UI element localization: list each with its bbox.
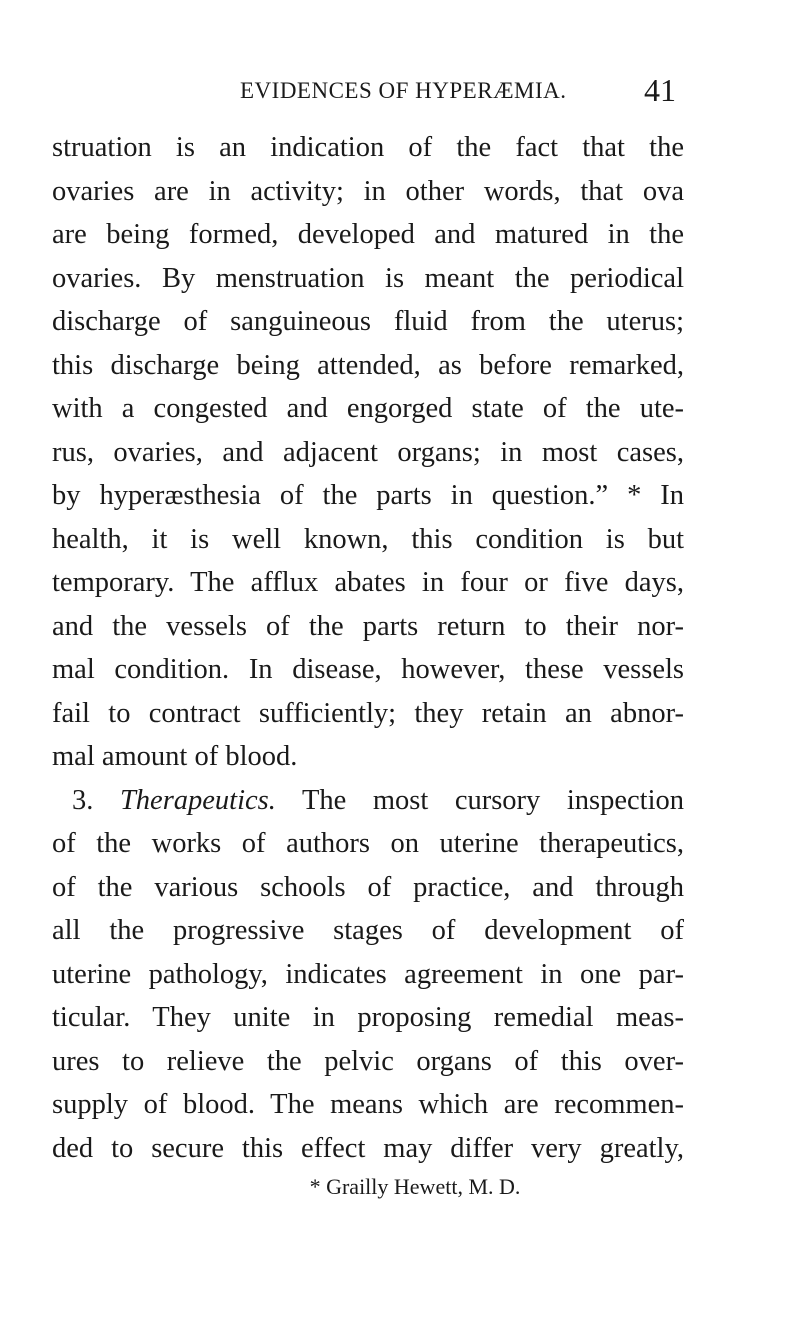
text-line: rus, ovaries, and adjacent organs; in most cases,	[52, 436, 684, 468]
text-line: ures to relieve the pelvic organs of this over-	[52, 1045, 684, 1077]
text-line: health, it is well known, this condition is but	[52, 523, 684, 555]
page-header	[0, 72, 800, 118]
section-first-line	[52, 779, 684, 823]
text-line: all the progressive stages of development of	[52, 915, 684, 946]
text-line: ovaries are in activity; in other words, that ova	[52, 175, 684, 207]
text-line: mal amount of blood.	[52, 741, 298, 772]
text-line: ticular. They unite in proposing remedial meas-	[52, 1002, 684, 1033]
section-first-line-text: The most cursory inspection	[301, 784, 684, 816]
text-line: and the vessels of the parts return to their nor-	[52, 610, 684, 642]
text-line: are being formed, developed and matured in the	[52, 219, 684, 250]
text-line: discharge of sanguineous fluid from the uterus;	[52, 306, 684, 337]
section-number: 3.	[72, 784, 94, 816]
text-line: of the works of authors on uterine therapeutics,	[52, 828, 684, 859]
section-heading: Therapeutics.	[119, 784, 276, 816]
text-line: of the various schools of practice, and through	[52, 871, 684, 903]
running-head: EVIDENCES OF HYPERÆMIA.	[240, 78, 567, 103]
text-line: fail to contract sufficiently; they retain an abnor-	[52, 697, 684, 729]
body-text	[52, 126, 684, 1170]
text-line: supply of blood. The means which are recommen-	[52, 1089, 684, 1120]
footnote: * Grailly Hewett, M. D.	[309, 1174, 521, 1199]
text-line: mal condition. In disease, however, these vessels	[52, 654, 684, 685]
text-line: with a congested and engorged state of the ute-	[52, 393, 684, 424]
text-line: uterine pathology, indicates agreement in one par-	[52, 958, 684, 990]
text-line: this discharge being attended, as before remarked,	[52, 349, 684, 381]
text-line: temporary. The afflux abates in four or five days,	[52, 567, 684, 598]
text-line: by hyperæsthesia of the parts in question.” * In	[52, 480, 684, 511]
text-line: ded to secure this effect may differ very greatly,	[52, 1132, 684, 1164]
page-number: 41	[644, 72, 676, 108]
text-line: struation is an indication of the fact that the	[52, 132, 684, 163]
text-line: ovaries. By menstruation is meant the periodical	[52, 262, 684, 294]
